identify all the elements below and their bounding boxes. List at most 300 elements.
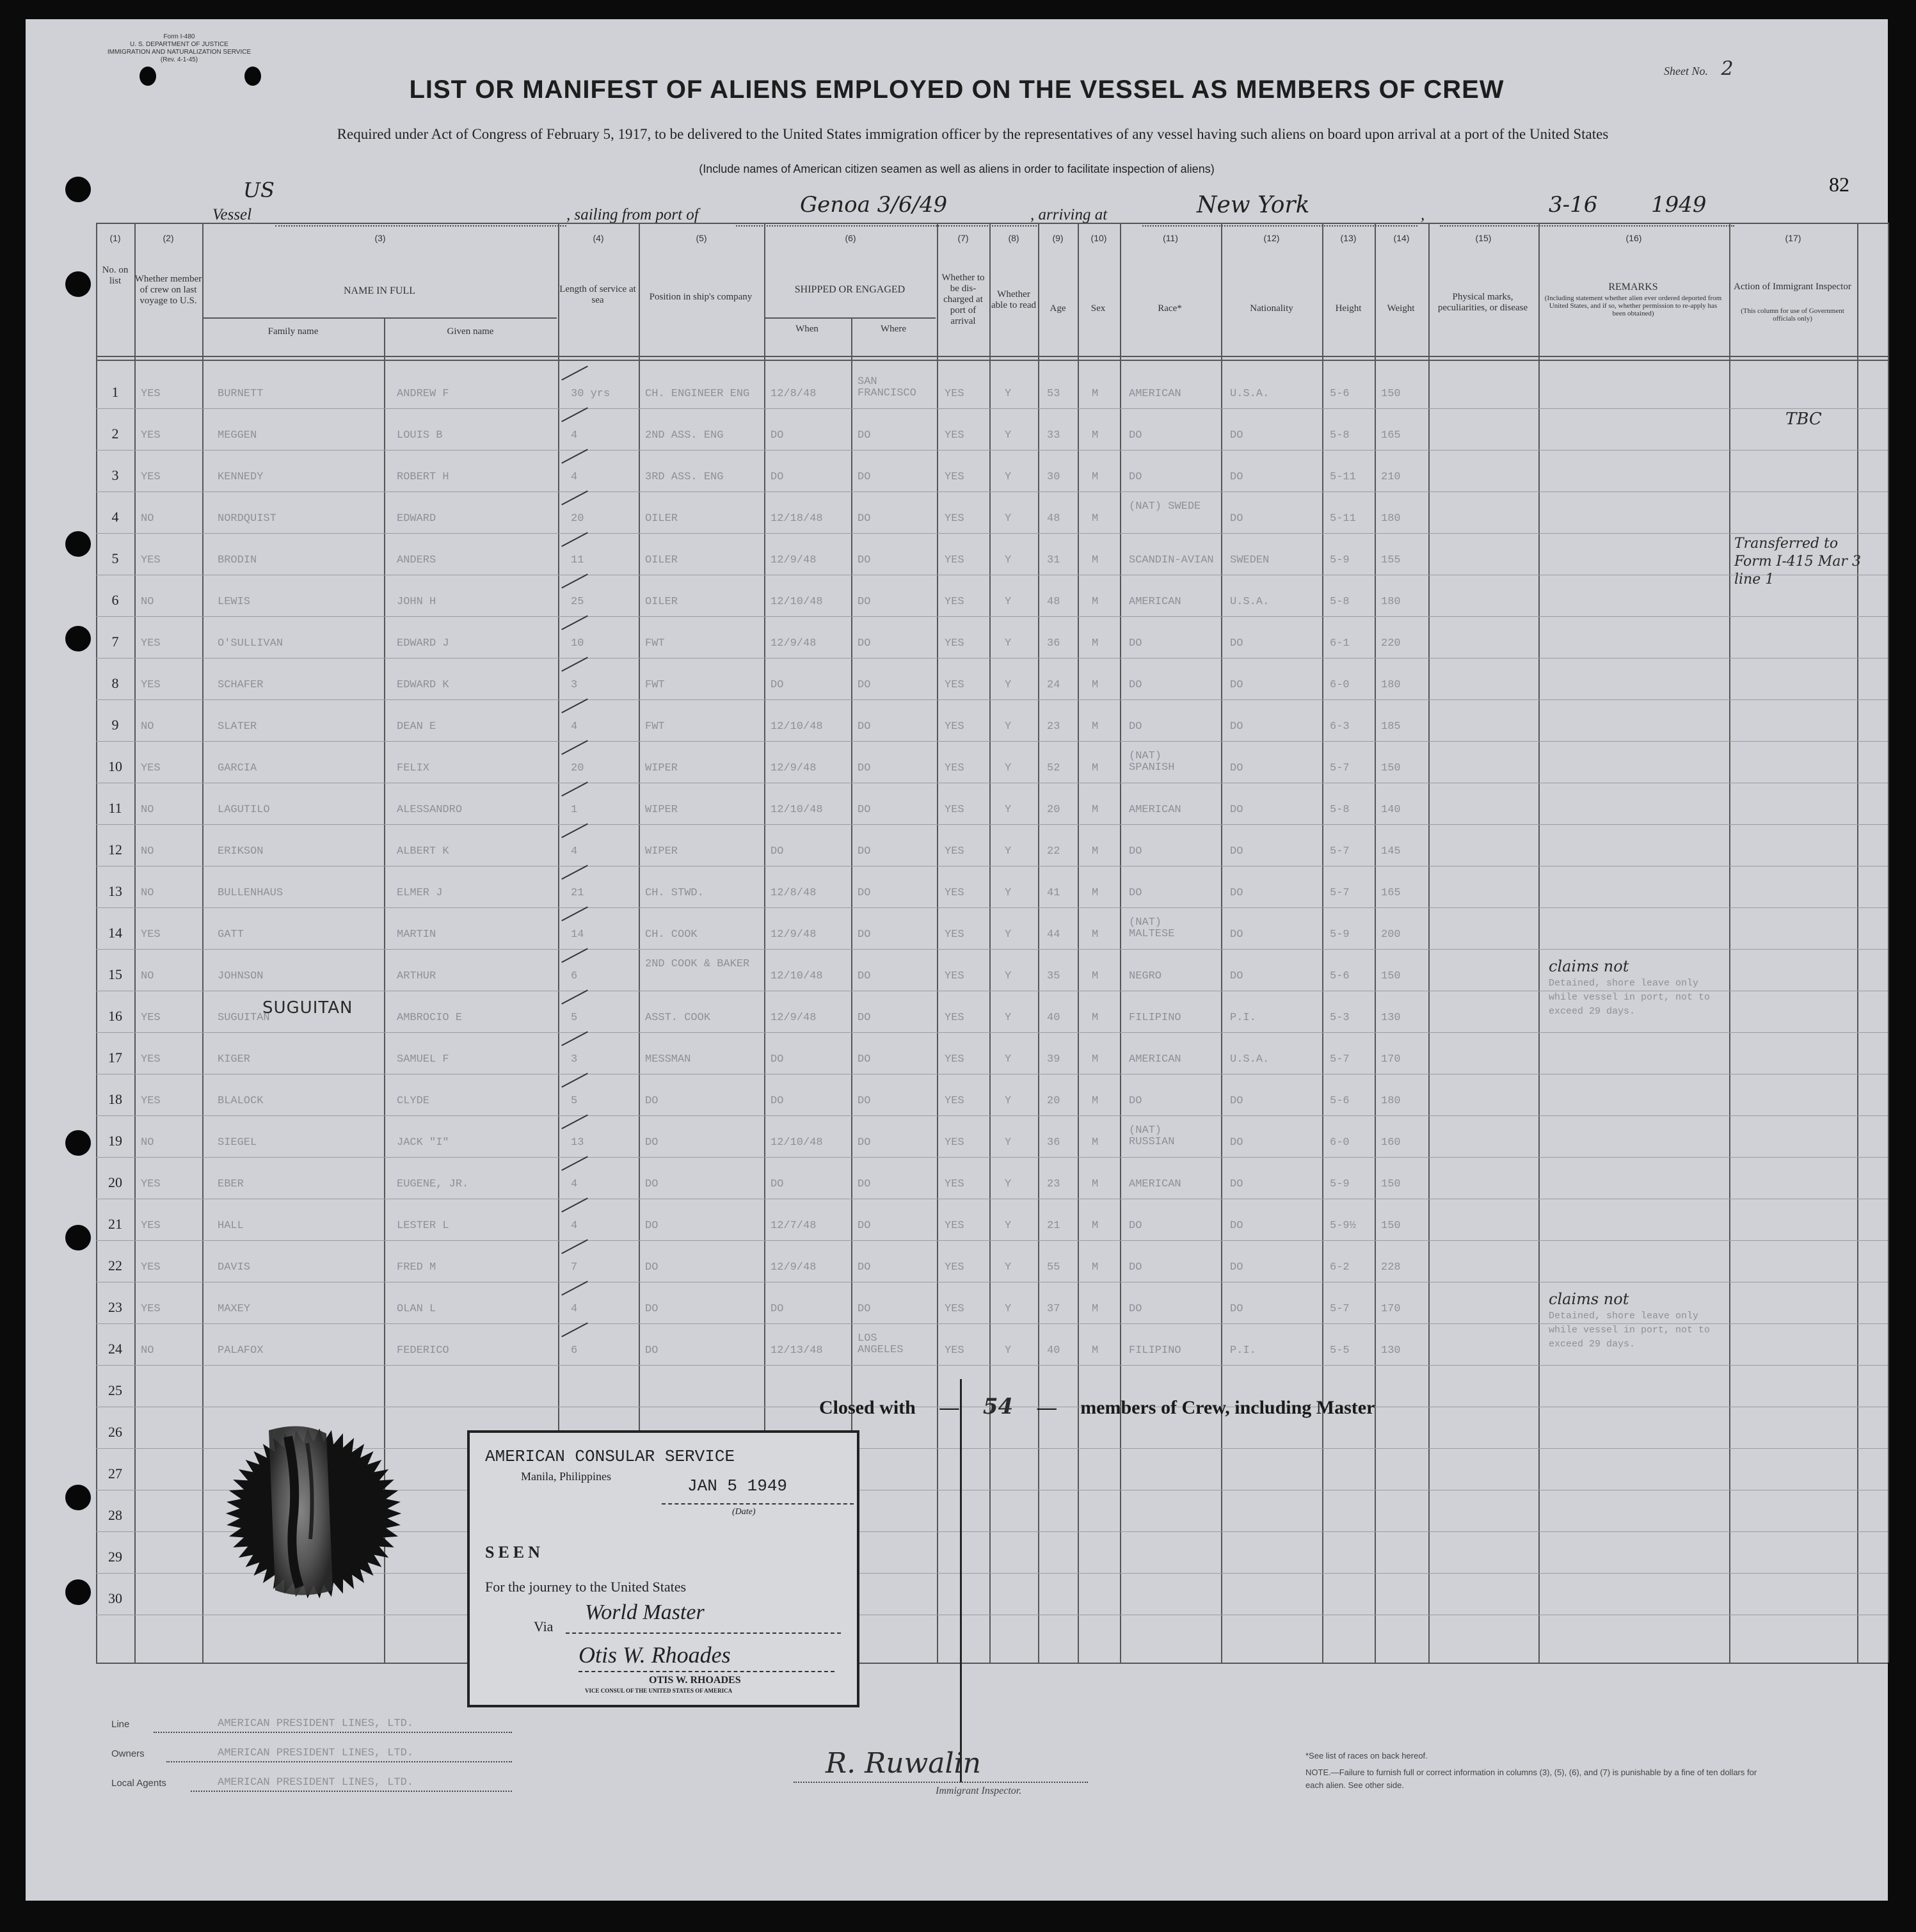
cell-sex: M xyxy=(1092,429,1099,442)
cell-age: 40 xyxy=(1047,1345,1060,1357)
page-note: (Include names of American citizen seamen as well as aliens in order to facilitate inspection of aliens) xyxy=(699,163,1215,175)
cell-weight: 185 xyxy=(1381,721,1401,733)
cell-service: 14 xyxy=(571,929,584,941)
cell-nat: DO xyxy=(1230,513,1243,525)
cell-when: DO xyxy=(770,1178,784,1190)
cell-sex: M xyxy=(1092,1220,1099,1232)
row-number: 17 xyxy=(108,1050,122,1066)
cell-position: 2ND ASS. ENG xyxy=(645,429,724,442)
cell-read: Y xyxy=(1005,388,1012,400)
cell-when: DO xyxy=(770,471,784,483)
header-discharged: Whether to be dis-charged at port of arrival xyxy=(941,273,985,326)
cell-where: SAN FRANCISCO xyxy=(858,376,916,399)
manifest-sheet: Form I-480 U. S. DEPARTMENT OF JUSTICE IMMIGRATION AND NATURALIZATION SERVICE (Rev. 4-1-45) Sheet No. 2 LIST OR MANIFEST OF ALIENS EMPLOYED ON THE VESSEL AS MEMBERS OF CREW Required under Act of Congress of February 5, 1917, to be delivered to the United States immigration officer by the representatives of any vessel having such aliens on board upon arrival at a port of the United States (Include names of American citizen seamen as well as aliens in order to facilitate inspection of aliens) 82 Vessel US , sailing from port of Genoa 3/6/49 , arriving at New York , 3-16 1949 (1) (2) (3) (4) (5) (6) (7) (8) (9) (10) (11) (12) (13) (14) (15) (16) (17) No. on list Whether member of crew on last voyage to U.S. NAME IN FULL Family name Given name Length of service at sea Position in ship's company SHIPPED OR ENGAGED When Where Whether to be dis-charged at port of arrival Whether able to read Age Sex Race* Nationality Height Weight Physical marks, peculiarities, or disease REMARKS (Including statement whether alien ever ordered deported from United States, and if so, whether permission to re-apply has been obtained) Action of Immigrant Inspector (This column for use of Government officials only) 1 YES BURNETT ANDREW F 30 yrs CH. ENGINEER ENG 12/8/48 SAN FRANCISCO YES Y 53 M AMERICAN U.S.A. 5-6 150 2 YES MEGGEN LOUIS B 4 2ND ASS. ENG DO DO YES Y 33 M DO DO 5-8 165 3 YES KENNEDY ROBERT H 4 3RD ASS. ENG DO DO YES Y 30 M DO DO 5-11 210 4 NO NORDQUIST EDWARD 20 OILER 12/18/48 DO YES Y 48 M (NAT) SWEDE DO 5-11 180 5 YES BRODIN ANDERS 11 OILER 12/9/48 DO YES Y 31 M SCANDIN-AVIAN SWEDEN 5-9 155 6 NO LEWIS JOHN H 25 OILER 12/10/48 DO YES Y 48 M AMERICAN U.S.A. 5-8 180 7 YES O'SULLIVAN EDWARD J 10 FWT 12/9/48 DO YES Y 36 M DO DO 6-1 220 8 YES SCHAFER EDWARD K 3 FWT DO DO YES Y 24 M DO DO 6-0 180 9 NO SLATER DEAN E 4 FWT 12/10/48 DO YES Y 23 M DO DO 6-3 185 10 YES GARCIA FELIX 20 WIPER 12/9/48 DO YES Y 52 M (NAT) SPANISH DO 5-7 150 11 NO LAGUTILO ALESSANDRO 1 WIPER 12/10/48 DO YES Y 20 M AMERICAN DO 5-8 140 12 NO ERIKSON ALBERT K 4 WIPER DO DO YES Y 22 M DO DO 5-7 145 13 NO BULLENHAUS ELMER J 21 CH. STWD. 12/8/48 DO YES Y 41 M DO DO 5-7 165 14 YES GATT MARTIN 14 CH. COOK 12/9/48 DO YES Y 44 M (NAT) MALTESE DO 5-9 200 15 NO JOHNSON ARTHUR 6 2ND COOK & BAKER 12/10/48 DO YES Y 35 M NEGRO DO 5-6 150 16 YES SUGUITAN AMBROCIO E 5 ASST. COOK 12/9/48 DO YES Y 40 M FILIPINO P.I. 5-3 130 17 YES KIGER SAMUEL F 3 MESSMAN DO DO YES Y 39 M AMERICAN U.S.A. 5-7 170 18 YES BLALOCK CLYDE 5 DO DO DO YES Y 20 M DO DO 5-6 180 19 NO SIEGEL JACK "I" 13 DO 12/10/48 DO YES Y 36 M (NAT) RUSSIAN DO 6-0 160 20 YES EBER EUGENE, JR. 4 DO DO DO YES Y 23 M AMERICAN DO 5-9 150 21 YES HALL LESTER L 4 DO 12/7/48 DO YES Y 21 M DO DO 5-9½ 150 22 YES DAVIS FRED M 7 DO 12/9/48 DO YES Y 55 M DO DO 6-2 228 23 YES MAXEY OLAN L 4 DO DO DO YES Y 37 M DO DO 5-7 170 24 NO PALAFOX FEDERICO 6 DO 12/13/48 LOS ANGELES YES Y 40 M FILIPINO P.I. 5-5 130 25 26 27 28 29 30 claims not Detained, shore leave only while vessel in port, not to exceed 29 days. claims not Detained, shore leave only while vessel in port, not to exceed 29 days. TBC Transferred to Form I-415 Mar 3 line 1 SUGUITAN Closed with — 54 — members of Crew, including Master AMERICAN CONSULAR SERVICE Manila, Philippines JAN 5 1949 (Date) SEEN For the journey to the United States Via World Master Otis W. Rhoades OTIS W. RHOADES VICE CONSUL OF THE UNITED STATES OF AMERICA Line AMERICAN PRESIDENT LINES, LTD. Owners AMERICAN PRESIDENT LINES, LTD. Local Agents AMERICAN PRESIDENT LINES, LTD. R. Ruwalin Immigrant Inspector. *See list of races on back hereof. NOTE.—Failure to furnish full or correct information in columns (3), (5), (6), and (7) is punishable by a fine of ten dollars for each alien. See other side. xyxy=(26,19,1888,1901)
row-number: 22 xyxy=(108,1257,122,1273)
check-mark-icon xyxy=(561,449,588,463)
cell-read: Y xyxy=(1005,1220,1012,1232)
check-mark-icon xyxy=(561,532,588,547)
cell-height: 5-9 xyxy=(1330,929,1350,941)
cell-family: BRODIN xyxy=(218,554,257,566)
cell-position: DO xyxy=(645,1345,659,1357)
cell-service: 1 xyxy=(571,804,578,816)
cell-height: 6-0 xyxy=(1330,1137,1350,1149)
cell-given: JOHN H xyxy=(397,596,436,608)
row-number: 7 xyxy=(111,634,119,650)
cell-sex: M xyxy=(1092,1303,1099,1315)
check-mark-icon xyxy=(561,989,588,1004)
cell-nat: DO xyxy=(1230,471,1243,483)
cell-height: 5-6 xyxy=(1330,388,1350,400)
header-action: Action of Immigrant Inspector xyxy=(1734,282,1851,292)
cell-prev: YES xyxy=(141,471,161,483)
cell-height: 5-11 xyxy=(1330,471,1356,483)
cell-race: DO xyxy=(1129,679,1142,691)
cell-height: 5-9 xyxy=(1330,554,1350,566)
cell-read: Y xyxy=(1005,1345,1012,1357)
cell-read: Y xyxy=(1005,513,1012,525)
cell-read: Y xyxy=(1005,887,1012,899)
arriving-value: New York xyxy=(1197,192,1310,218)
cell-read: Y xyxy=(1005,970,1012,982)
column-number: (1) xyxy=(109,233,121,243)
cell-age: 36 xyxy=(1047,637,1060,650)
cell-given: LOUIS B xyxy=(397,429,443,442)
cell-family: NORDQUIST xyxy=(218,513,276,525)
cell-age: 44 xyxy=(1047,929,1060,941)
cell-when: 12/13/48 xyxy=(770,1345,823,1357)
action-entry: Transferred to Form I-415 Mar 3 line 1 xyxy=(1734,536,1861,587)
cell-disch: YES xyxy=(945,429,964,442)
cell-service: 5 xyxy=(571,1095,578,1107)
row-number: 25 xyxy=(108,1382,122,1398)
cell-height: 5-6 xyxy=(1330,970,1350,982)
cell-when: 12/18/48 xyxy=(770,513,823,525)
punch-hole xyxy=(65,1485,91,1510)
footer-agents-value: AMERICAN PRESIDENT LINES, LTD. xyxy=(218,1776,414,1789)
year-value: 1949 xyxy=(1651,192,1707,218)
cell-nat: DO xyxy=(1230,887,1243,899)
cell-disch: YES xyxy=(945,1303,964,1315)
date-value: 3-16 xyxy=(1549,192,1598,218)
cell-nat: U.S.A. xyxy=(1230,388,1270,400)
seal-icon xyxy=(179,1417,448,1603)
closing-statement: Closed with — 54 — members of Crew, including Master xyxy=(819,1394,1375,1419)
cell-age: 20 xyxy=(1047,1095,1060,1107)
sailing-label: , sailing from port of xyxy=(566,206,699,223)
sheet-number: Sheet No. 2 xyxy=(1664,58,1734,80)
inspector-signature: R. Ruwalin xyxy=(826,1747,981,1780)
column-number: (6) xyxy=(845,233,856,243)
cell-when: 12/9/48 xyxy=(770,762,817,774)
cell-given: ANDREW F xyxy=(397,388,449,400)
cell-age: 37 xyxy=(1047,1303,1060,1315)
check-mark-icon xyxy=(561,740,588,754)
cell-weight: 160 xyxy=(1381,1137,1401,1149)
cell-service: 10 xyxy=(571,637,584,650)
cell-prev: YES xyxy=(141,929,161,941)
cell-sex: M xyxy=(1092,596,1099,608)
cell-prev: YES xyxy=(141,429,161,442)
cell-weight: 150 xyxy=(1381,762,1401,774)
cell-read: Y xyxy=(1005,1137,1012,1149)
cell-sex: M xyxy=(1092,1137,1099,1149)
remarks-handwriting: claims not xyxy=(1549,1290,1629,1308)
cell-service: 4 xyxy=(571,1303,578,1315)
check-mark-icon xyxy=(561,573,588,588)
cell-height: 5-7 xyxy=(1330,887,1350,899)
check-mark-icon xyxy=(561,1281,588,1295)
cell-disch: YES xyxy=(945,554,964,566)
cell-when: 12/7/48 xyxy=(770,1220,817,1232)
cell-where: DO xyxy=(858,471,871,483)
cell-when: 12/9/48 xyxy=(770,637,817,650)
cell-where: DO xyxy=(858,845,871,858)
vessel-label: Vessel xyxy=(212,206,252,223)
cell-disch: YES xyxy=(945,1345,964,1357)
cell-age: 48 xyxy=(1047,596,1060,608)
remarks-text: Detained, shore leave only while vessel in port, not to exceed 29 days. xyxy=(1549,978,1711,1017)
cell-position: DO xyxy=(645,1261,659,1273)
cell-given: JACK "I" xyxy=(397,1137,449,1149)
cell-weight: 130 xyxy=(1381,1345,1401,1357)
footer-line-value: AMERICAN PRESIDENT LINES, LTD. xyxy=(218,1718,414,1730)
cell-weight: 170 xyxy=(1381,1303,1401,1315)
check-mark-icon xyxy=(561,490,588,505)
cell-family: GATT xyxy=(218,929,244,941)
cell-nat: P.I. xyxy=(1230,1345,1256,1357)
cell-given: SAMUEL F xyxy=(397,1053,449,1066)
check-mark-icon xyxy=(561,1239,588,1254)
cell-sex: M xyxy=(1092,804,1099,816)
cell-service: 25 xyxy=(571,596,584,608)
cell-weight: 150 xyxy=(1381,388,1401,400)
cell-race: FILIPINO xyxy=(1129,1345,1181,1357)
row-number: 26 xyxy=(108,1424,122,1440)
cell-family: EBER xyxy=(218,1178,244,1190)
cell-disch: YES xyxy=(945,1012,964,1024)
cell-age: 21 xyxy=(1047,1220,1060,1232)
form-identifier: Form I-480 U. S. DEPARTMENT OF JUSTICE IMMIGRATION AND NATURALIZATION SERVICE (Rev. 4-1-45) xyxy=(107,33,251,63)
check-mark-icon xyxy=(561,1114,588,1129)
cell-family: DAVIS xyxy=(218,1261,251,1273)
column-number: (9) xyxy=(1052,233,1064,243)
cell-sex: M xyxy=(1092,1095,1099,1107)
cell-position: FWT xyxy=(645,721,665,733)
cell-prev: NO xyxy=(141,845,154,858)
punch-hole xyxy=(65,1130,91,1156)
column-number: (13) xyxy=(1340,233,1357,243)
cell-weight: 150 xyxy=(1381,970,1401,982)
cell-where: DO xyxy=(858,637,871,650)
cell-when: 12/10/48 xyxy=(770,721,823,733)
cell-race: AMERICAN xyxy=(1129,1053,1181,1066)
cell-nat: DO xyxy=(1230,679,1243,691)
row-number: 1 xyxy=(111,384,119,400)
row-number: 21 xyxy=(108,1216,122,1232)
check-mark-icon xyxy=(561,615,588,630)
handwritten-name: SUGUITAN xyxy=(262,998,353,1018)
cell-height: 5-7 xyxy=(1330,1303,1350,1315)
cell-prev: NO xyxy=(141,1345,154,1357)
cell-when: 12/10/48 xyxy=(770,804,823,816)
check-mark-icon xyxy=(561,1073,588,1087)
cell-service: 4 xyxy=(571,471,578,483)
cell-race: FILIPINO xyxy=(1129,1012,1181,1024)
cell-race: AMERICAN xyxy=(1129,1178,1181,1190)
cell-nat: DO xyxy=(1230,1303,1243,1315)
cell-family: SLATER xyxy=(218,721,257,733)
cell-weight: 150 xyxy=(1381,1178,1401,1190)
cell-given: FRED M xyxy=(397,1261,436,1273)
cell-when: DO xyxy=(770,1095,784,1107)
cell-sex: M xyxy=(1092,845,1099,858)
cell-race: (NAT) MALTESE xyxy=(1129,916,1175,940)
cell-when: DO xyxy=(770,429,784,442)
row-number: 20 xyxy=(108,1174,122,1190)
cell-height: 5-7 xyxy=(1330,762,1350,774)
footer-note: NOTE.—Failure to furnish full or correct information in columns (3), (5), (6), and (7) is punishable by a fine of ten dollars for each alien. See other side. xyxy=(1305,1768,1757,1790)
row-number: 14 xyxy=(108,925,122,941)
header-when: When xyxy=(795,324,818,334)
cell-service: 7 xyxy=(571,1261,578,1273)
cell-when: DO xyxy=(770,845,784,858)
row-number: 8 xyxy=(111,675,119,691)
row-number: 5 xyxy=(111,550,119,566)
cell-weight: 200 xyxy=(1381,929,1401,941)
row-number: 27 xyxy=(108,1465,122,1481)
cell-disch: YES xyxy=(945,970,964,982)
cell-nat: DO xyxy=(1230,1220,1243,1232)
cell-weight: 180 xyxy=(1381,679,1401,691)
cell-sex: M xyxy=(1092,1178,1099,1190)
cell-disch: YES xyxy=(945,513,964,525)
cell-race: NEGRO xyxy=(1129,970,1162,982)
cell-prev: YES xyxy=(141,1220,161,1232)
cell-family: SCHAFER xyxy=(218,679,264,691)
check-mark-icon xyxy=(561,1322,588,1337)
cell-disch: YES xyxy=(945,679,964,691)
cell-position: OILER xyxy=(645,596,678,608)
punch-hole xyxy=(65,1225,91,1250)
cell-sex: M xyxy=(1092,1345,1099,1357)
cell-prev: YES xyxy=(141,554,161,566)
cell-prev: NO xyxy=(141,721,154,733)
check-mark-icon xyxy=(561,823,588,838)
cell-family: SUGUITAN xyxy=(218,1012,270,1024)
cell-given: MARTIN xyxy=(397,929,436,941)
cell-service: 6 xyxy=(571,1345,578,1357)
row-number: 2 xyxy=(111,426,119,442)
cell-service: 4 xyxy=(571,1220,578,1232)
cell-age: 24 xyxy=(1047,679,1060,691)
cell-race: DO xyxy=(1129,845,1142,858)
header-no-on-list: No. on list xyxy=(102,265,129,286)
cell-sex: M xyxy=(1092,1012,1099,1024)
cell-sex: M xyxy=(1092,1053,1099,1066)
cell-family: HALL xyxy=(218,1220,244,1232)
row-number: 6 xyxy=(111,592,119,608)
check-mark-icon xyxy=(561,1197,588,1212)
cell-prev: YES xyxy=(141,1053,161,1066)
cell-family: LAGUTILO xyxy=(218,804,270,816)
column-number: (8) xyxy=(1008,233,1019,243)
cell-position: CH. COOK xyxy=(645,929,698,941)
cell-weight: 165 xyxy=(1381,887,1401,899)
column-number: (15) xyxy=(1475,233,1492,243)
check-mark-icon xyxy=(561,657,588,671)
cell-sex: M xyxy=(1092,1261,1099,1273)
pen-line xyxy=(960,1379,962,1782)
column-number: (16) xyxy=(1625,233,1642,243)
vessel-value: US xyxy=(243,178,275,202)
cell-nat: DO xyxy=(1230,429,1243,442)
cell-where: DO xyxy=(858,929,871,941)
cell-prev: YES xyxy=(141,679,161,691)
cell-prev: NO xyxy=(141,970,154,982)
cell-weight: 210 xyxy=(1381,471,1401,483)
page-number: 82 xyxy=(1829,173,1849,196)
cell-age: 23 xyxy=(1047,1178,1060,1190)
cell-weight: 145 xyxy=(1381,845,1401,858)
cell-read: Y xyxy=(1005,637,1012,650)
header-remarks-note: (Including statement whether alien ever ordered deported from United States, and if so, whether permission to re-apply has been obtained) xyxy=(1544,294,1722,317)
inspector-label: Immigrant Inspector. xyxy=(936,1785,1022,1796)
cell-read: Y xyxy=(1005,1053,1012,1066)
header-shipped: SHIPPED OR ENGAGED xyxy=(794,284,906,295)
cell-race: (NAT) RUSSIAN xyxy=(1129,1124,1175,1148)
cell-disch: YES xyxy=(945,471,964,483)
cell-service: 5 xyxy=(571,1012,578,1024)
cell-where: DO xyxy=(858,970,871,982)
cell-read: Y xyxy=(1005,929,1012,941)
cell-disch: YES xyxy=(945,887,964,899)
cell-where: DO xyxy=(858,513,871,525)
cell-service: 4 xyxy=(571,429,578,442)
punch-hole xyxy=(65,531,91,557)
cell-race: DO xyxy=(1129,637,1142,650)
check-mark-icon xyxy=(561,781,588,796)
cell-sex: M xyxy=(1092,388,1099,400)
cell-age: 40 xyxy=(1047,1012,1060,1024)
cell-height: 5-11 xyxy=(1330,513,1356,525)
cell-nat: DO xyxy=(1230,804,1243,816)
row-number: 16 xyxy=(108,1008,122,1024)
cell-race: DO xyxy=(1129,1303,1142,1315)
cell-weight: 130 xyxy=(1381,1012,1401,1024)
check-mark-icon xyxy=(561,948,588,962)
cell-given: EUGENE, JR. xyxy=(397,1178,469,1190)
cell-sex: M xyxy=(1092,513,1099,525)
cell-when: DO xyxy=(770,1053,784,1066)
cell-sex: M xyxy=(1092,637,1099,650)
cell-given: ALESSANDRO xyxy=(397,804,463,816)
cell-where: DO xyxy=(858,596,871,608)
cell-sex: M xyxy=(1092,471,1099,483)
cell-position: DO xyxy=(645,1303,659,1315)
cell-height: 5-8 xyxy=(1330,804,1350,816)
row-number: 30 xyxy=(108,1590,122,1606)
cell-nat: DO xyxy=(1230,970,1243,982)
cell-given: ALBERT K xyxy=(397,845,449,858)
header-nationality: Nationality xyxy=(1250,303,1293,314)
check-mark-icon xyxy=(561,698,588,713)
cell-disch: YES xyxy=(945,596,964,608)
cell-disch: YES xyxy=(945,1261,964,1273)
cell-prev: NO xyxy=(141,804,154,816)
cell-family: SIEGEL xyxy=(218,1137,257,1149)
cell-age: 55 xyxy=(1047,1261,1060,1273)
punch-hole xyxy=(65,177,91,202)
cell-family: PALAFOX xyxy=(218,1345,264,1357)
cell-disch: YES xyxy=(945,929,964,941)
cell-age: 35 xyxy=(1047,970,1060,982)
cell-given: DEAN E xyxy=(397,721,436,733)
row-number: 9 xyxy=(111,717,119,733)
cell-position: DO xyxy=(645,1220,659,1232)
cell-read: Y xyxy=(1005,1261,1012,1273)
cell-race: DO xyxy=(1129,1261,1142,1273)
cell-position: WIPER xyxy=(645,762,678,774)
footer-agents-label: Local Agents xyxy=(111,1778,166,1789)
cell-where: DO xyxy=(858,679,871,691)
check-mark-icon xyxy=(561,906,588,921)
header-remarks: REMARKS xyxy=(1608,282,1658,292)
cell-sex: M xyxy=(1092,887,1099,899)
footer-owners-label: Owners xyxy=(111,1748,145,1759)
cell-when: 12/8/48 xyxy=(770,388,817,400)
cell-position: OILER xyxy=(645,554,678,566)
header-length-service: Length of service at sea xyxy=(559,284,636,305)
header-race: Race* xyxy=(1158,303,1182,314)
cell-position: DO xyxy=(645,1095,659,1107)
cell-when: DO xyxy=(770,679,784,691)
row-number: 15 xyxy=(108,966,122,982)
column-number: (4) xyxy=(593,233,604,243)
cell-weight: 165 xyxy=(1381,429,1401,442)
remarks-handwriting: claims not xyxy=(1549,957,1629,975)
cell-age: 53 xyxy=(1047,388,1060,400)
cell-prev: YES xyxy=(141,1303,161,1315)
cell-nat: P.I. xyxy=(1230,1012,1256,1024)
cell-family: KIGER xyxy=(218,1053,251,1066)
cell-position: WIPER xyxy=(645,804,678,816)
header-where: Where xyxy=(881,324,906,334)
cell-read: Y xyxy=(1005,845,1012,858)
column-number: (5) xyxy=(696,233,707,243)
cell-read: Y xyxy=(1005,596,1012,608)
cell-disch: YES xyxy=(945,762,964,774)
column-number: (10) xyxy=(1090,233,1107,243)
row-number: 18 xyxy=(108,1091,122,1107)
cell-service: 3 xyxy=(571,1053,578,1066)
cell-height: 5-9½ xyxy=(1330,1220,1356,1232)
row-number: 19 xyxy=(108,1133,122,1149)
cell-where: DO xyxy=(858,1220,871,1232)
cell-given: ARTHUR xyxy=(397,970,436,982)
cell-where: DO xyxy=(858,721,871,733)
cell-weight: 220 xyxy=(1381,637,1401,650)
cell-where: DO xyxy=(858,1178,871,1190)
cell-age: 33 xyxy=(1047,429,1060,442)
header-weight: Weight xyxy=(1387,303,1415,314)
cell-race: DO xyxy=(1129,471,1142,483)
column-number: (2) xyxy=(163,233,174,243)
row-number: 3 xyxy=(111,467,119,483)
cell-read: Y xyxy=(1005,721,1012,733)
cell-service: 4 xyxy=(571,1178,578,1190)
cell-where: DO xyxy=(858,804,871,816)
cell-prev: YES xyxy=(141,1095,161,1107)
